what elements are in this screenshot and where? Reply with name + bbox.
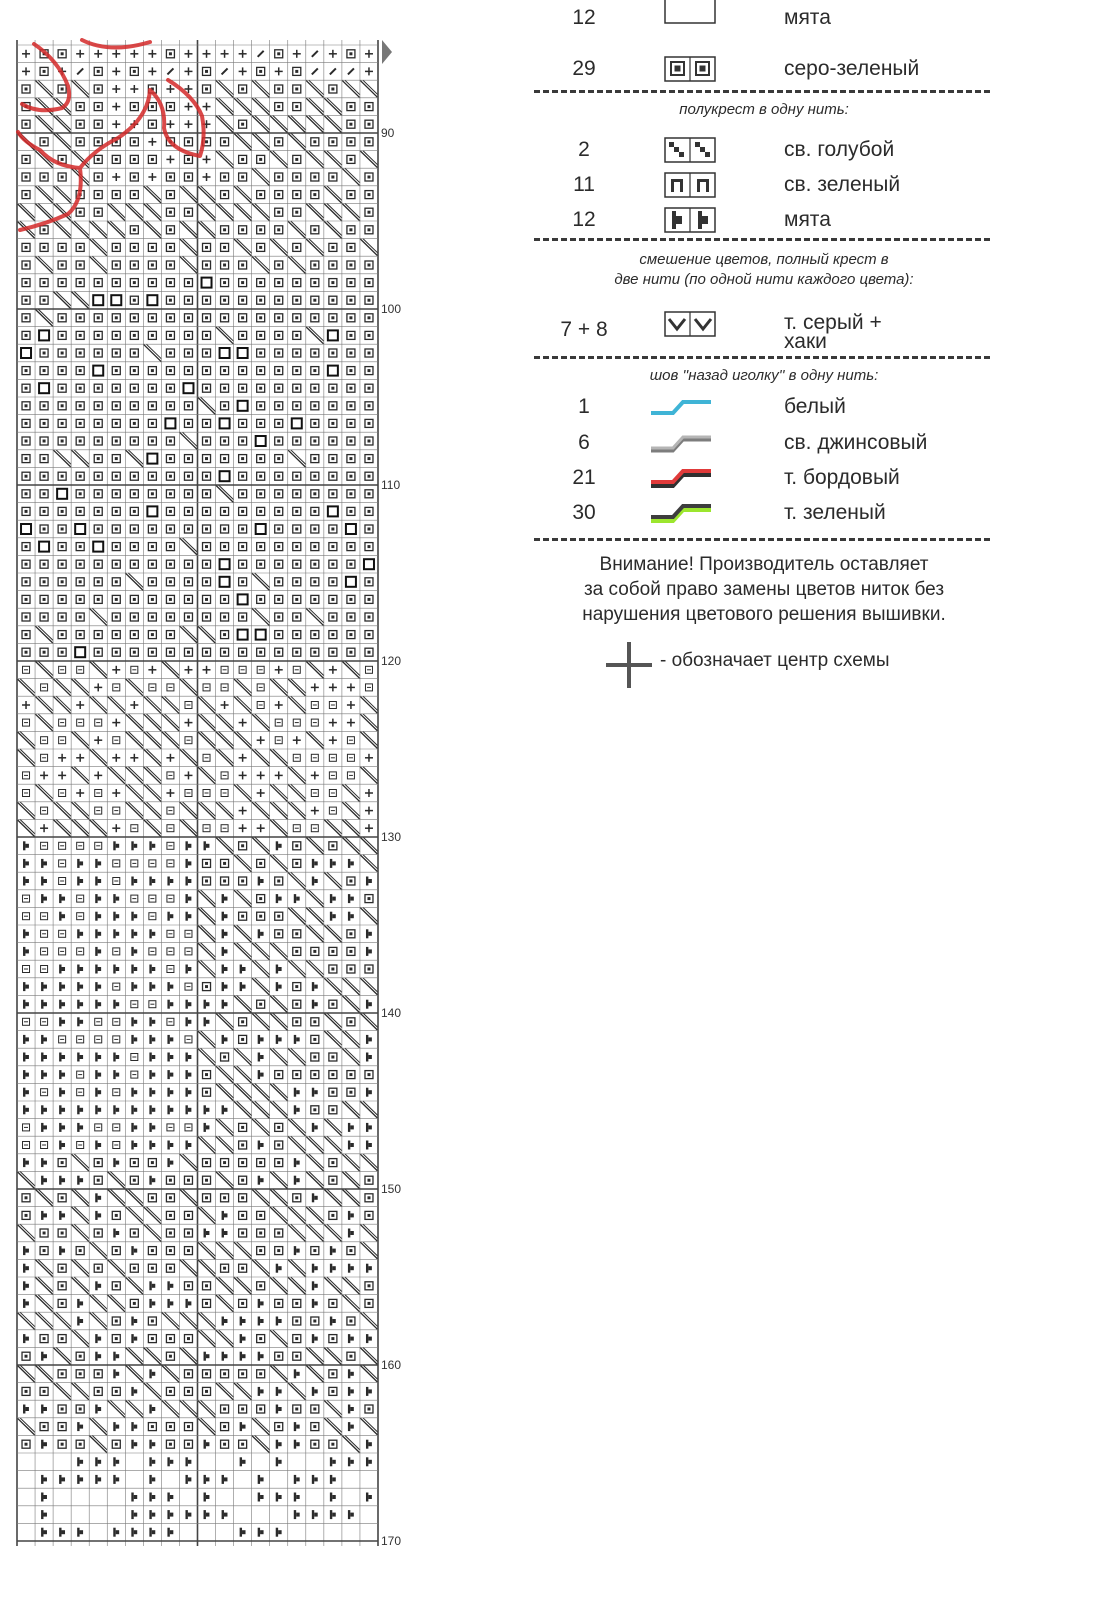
legend-color-name: мята [784, 208, 831, 231]
row-number-label: 170 [381, 1534, 402, 1548]
legend-row-11 [534, 168, 994, 202]
legend-color-name: св. голубой [784, 138, 895, 161]
legend-color-name [784, 313, 882, 351]
divider [534, 538, 990, 541]
legend-number: 29 [572, 57, 596, 80]
legend-number: 11 [573, 173, 595, 196]
legend-color-name: св. зеленый [784, 173, 901, 196]
notice-line: нарушения цветового решения вышивки. [582, 604, 946, 625]
center-note: - обозначает центр схемы [660, 650, 890, 671]
row-number-label: 110 [381, 478, 401, 492]
legend-row-6 [534, 426, 994, 460]
chart-edge-arrow-icon [382, 40, 392, 64]
blend-name-line1: т. серый + [784, 311, 882, 334]
divider [534, 356, 990, 359]
legend-number: 7 + 8 [560, 318, 608, 341]
legend-number: 21 [572, 466, 596, 489]
row-number-label: 160 [381, 1358, 402, 1372]
notice-line: Внимание! Производитель оставляет [599, 554, 929, 575]
notice-line: за собой право замены цветов ниток без [583, 579, 945, 600]
legend-color-name: серо-зеленый [784, 57, 920, 80]
row-number-label: 140 [381, 1006, 402, 1020]
backstitch-heading: шов ''назад иголку'' в одну нить: [649, 367, 879, 384]
legend-row-1 [534, 390, 994, 424]
row-number-label: 150 [381, 1182, 402, 1196]
backstitch-line-icon [649, 430, 719, 456]
divider [534, 90, 990, 93]
row-number-label: 130 [381, 830, 402, 844]
blend-heading-line1: смешение цветов, полный крест в [639, 251, 889, 268]
divider [534, 238, 990, 241]
row-number-label: 120 [381, 654, 402, 668]
symbol-square-icon [664, 0, 716, 24]
cross-stitch-chart [0, 0, 400, 1600]
legend-row-21 [534, 461, 994, 495]
row-number-labels [381, 126, 401, 1548]
legend-color-name: белый [784, 395, 846, 418]
legend-row-12 [534, 203, 994, 237]
legend-row-blend [534, 311, 994, 353]
legend-number: 30 [572, 501, 596, 524]
chart-gridlines [17, 40, 378, 1546]
blend-name-line2: хаки [784, 330, 827, 353]
bar-left-symbol-icon [664, 207, 716, 233]
double-square-symbol-icon [664, 56, 716, 82]
legend-number: 12 [572, 208, 596, 231]
legend-row-29 [534, 52, 994, 86]
backstitch-line-icon [649, 394, 719, 420]
legend-number: 2 [578, 138, 590, 161]
red-outline-annotation [18, 40, 204, 230]
row-number-label: 100 [381, 302, 402, 316]
row-number-label: 90 [381, 126, 395, 140]
legend-row-30 [534, 496, 994, 530]
legend-color-name: т. бордовый [784, 466, 900, 489]
legend-number: 12 [572, 6, 596, 29]
legend-row-2 [534, 133, 994, 167]
backstitch-line-icon [649, 465, 719, 491]
legend-row-partial [534, 6, 994, 40]
diagonal-dots-symbol-icon [664, 137, 716, 163]
backstitch-line-icon [649, 500, 719, 526]
notice-text [534, 552, 994, 627]
legend-color-name: т. зеленый [784, 501, 886, 524]
legend-color-name: мята [784, 6, 831, 29]
check-v-symbol-icon [664, 311, 716, 337]
legend-color-name: св. джинсовый [784, 431, 928, 454]
legend-number: 1 [578, 395, 590, 418]
legend-number: 6 [578, 431, 590, 454]
center-cross-icon [606, 642, 652, 688]
arch-symbol-icon [664, 172, 716, 198]
blend-heading-line2: две нити (по одной нити каждого цвета): [614, 271, 914, 288]
half-cross-heading: полукрест в одну нить: [679, 101, 849, 118]
